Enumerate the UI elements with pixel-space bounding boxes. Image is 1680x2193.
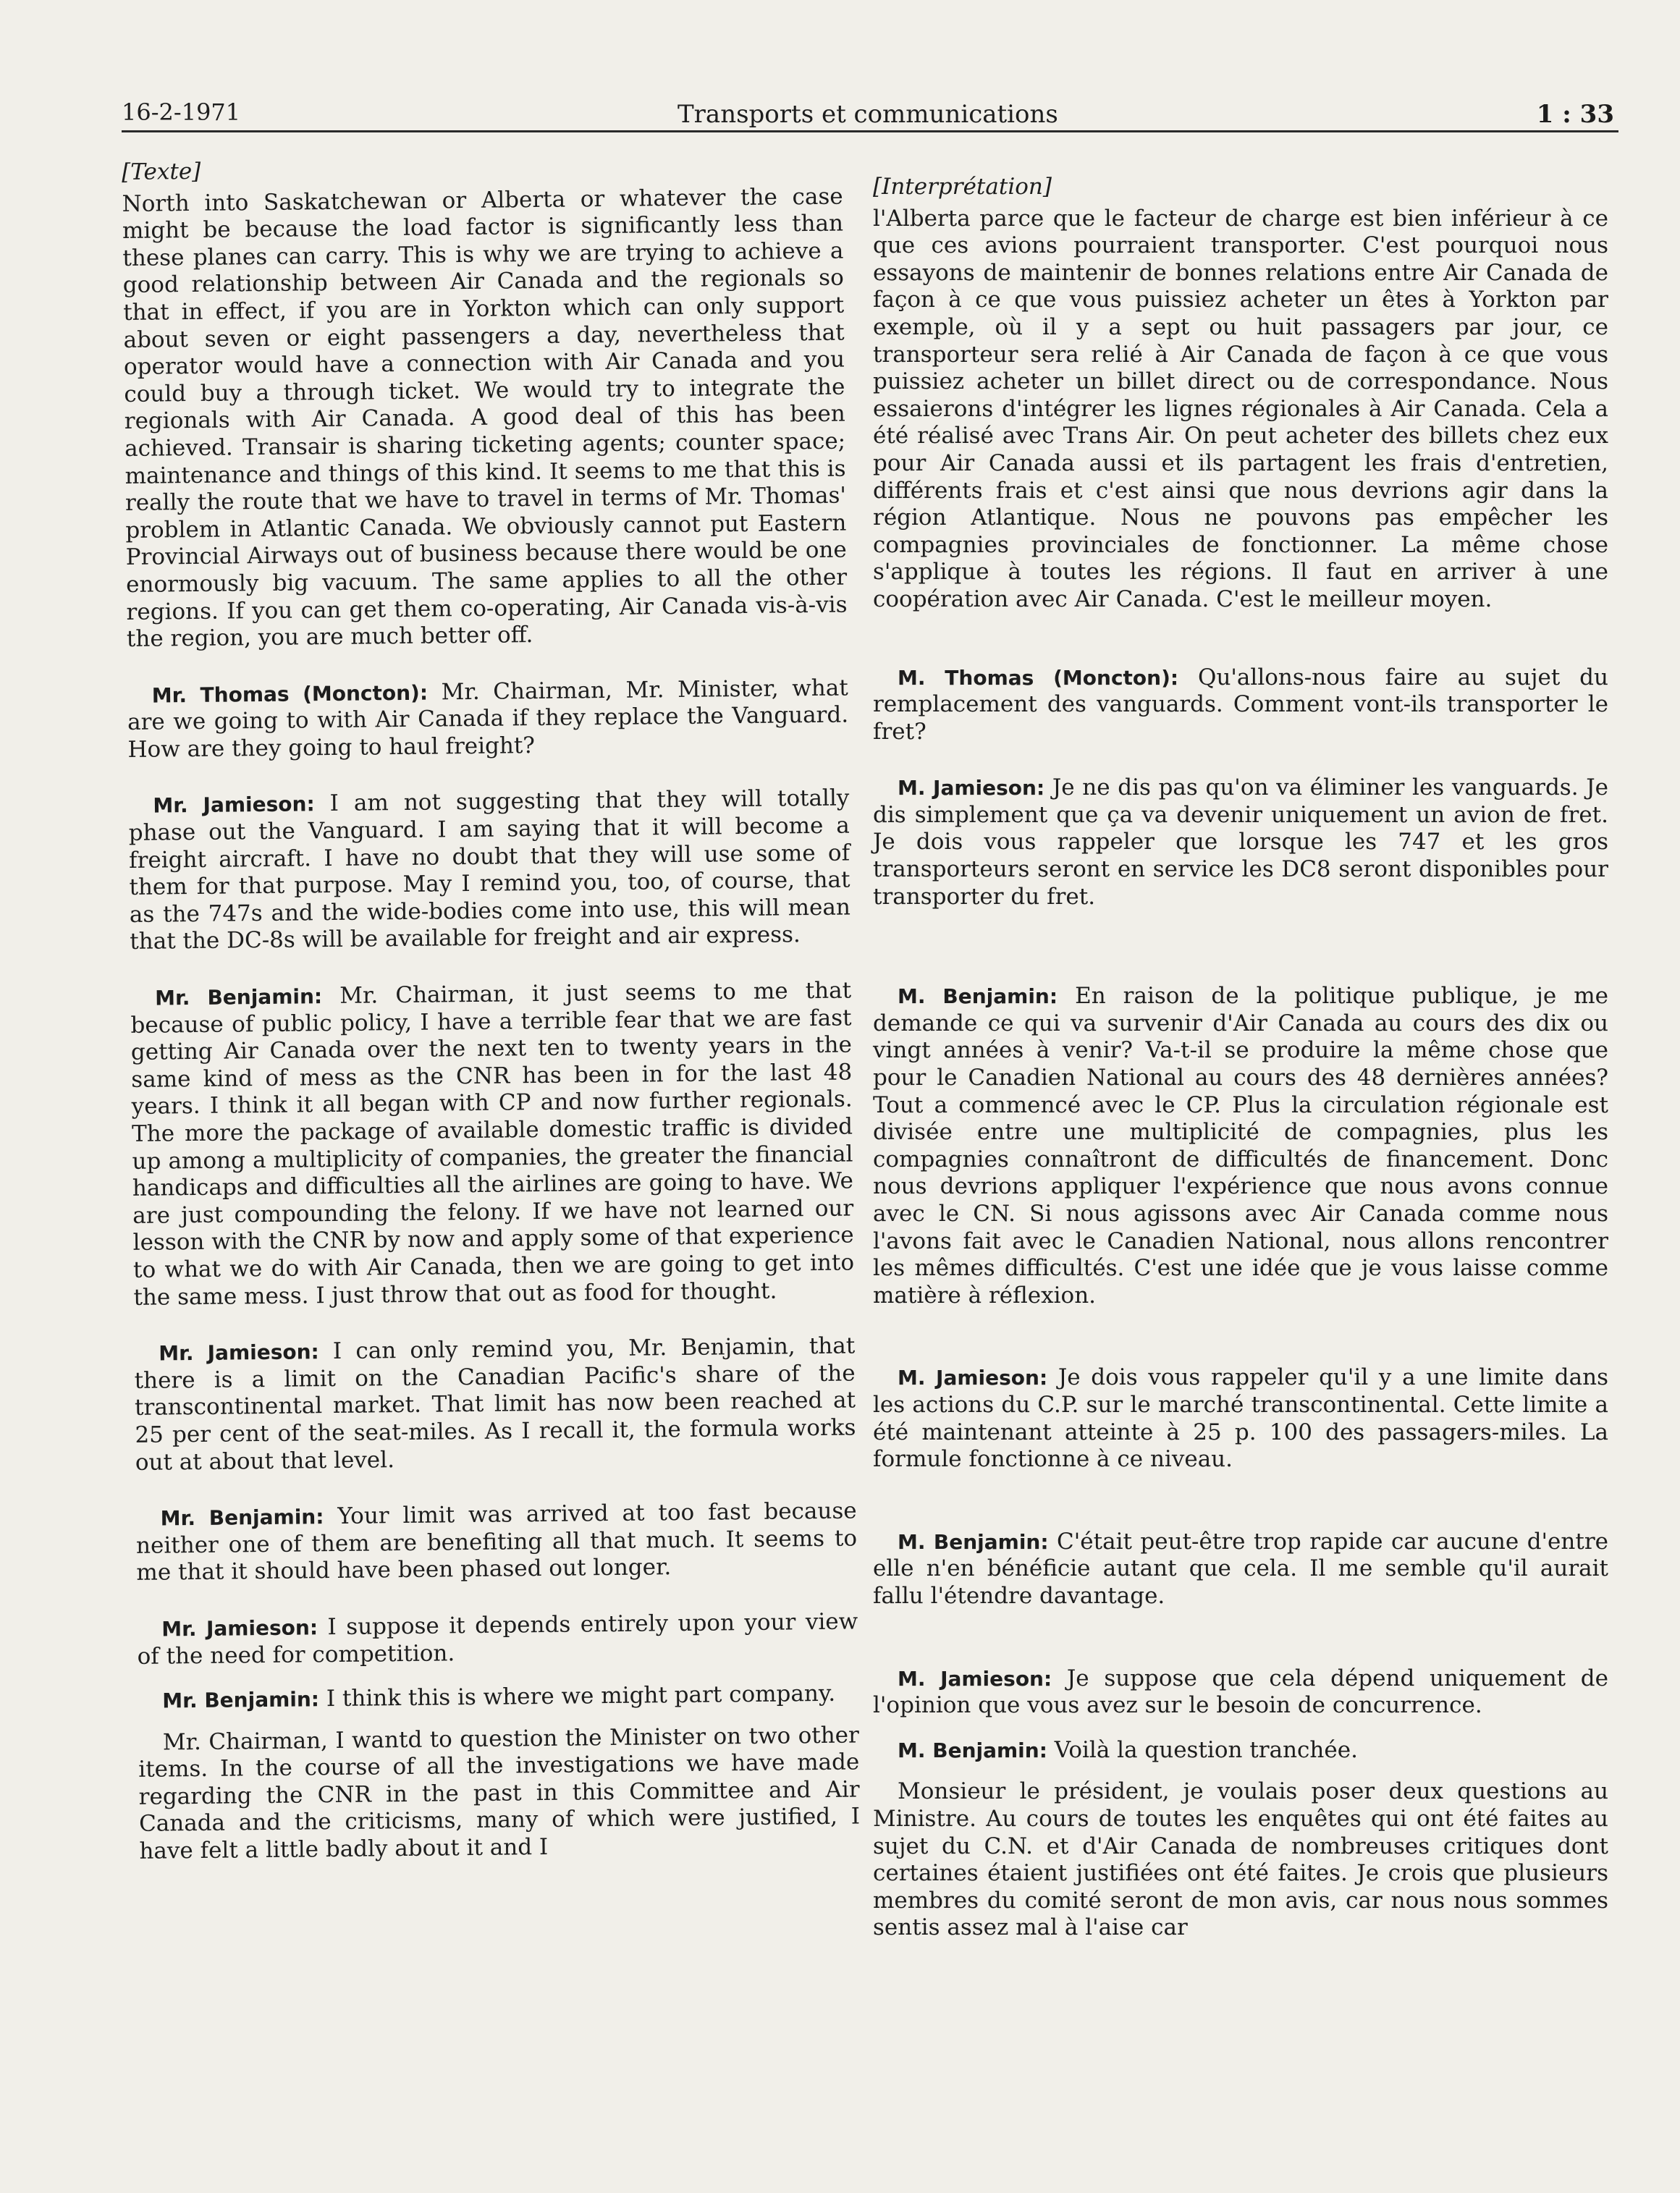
french-column: [873, 174, 1608, 1942]
english-column: [122, 152, 861, 1866]
page-header: [122, 78, 1618, 132]
paragraph: Mr. Jamieson: I can only remind you, Mr. Benjamin, that there is a limit on the Canadian Pacific's share of the transcontinental market. That limit has now been reached at 25 per cent of the seat-miles. As I recall it, the formula works out at about that level.: [134, 1332, 856, 1476]
paragraph: M. Benjamin: En raison de la politique publique, je me demande ce qui va survenir d'Air Canada au cours des dix ou vingt années à venir? Va-t-il se produire la même chose que pour le Canadien National au cours des 48 dernières années? Tout a commencé avec le CP. Plus la circulation régionale est divisée entre une multiplicité de compagnies, plus les compagnies connaîtront de difficultés de financement. Donc nous devrions appliquer l'expérience que nous avons connue avec le CN. Si nous agissons avec Air Canada comme nous l'avons fait avec le Canadien National, nous allons rencontrer les mêmes difficultés. C'est une idée que je vous laisse comme matière à réflexion.: [873, 983, 1609, 1309]
paragraph: M. Benjamin: C'était peut-être trop rapide car aucune d'entre elle n'en bénéficie autant que cela. Il me semble qu'il aurait fallu l'étendre davantage.: [873, 1528, 1608, 1609]
paragraph: M. Jamieson: Je dois vous rappeler qu'il y a une limite dans les actions du C.P. sur le marché transcontinental. Cette limite a été maintenant atteinte à 25 p. 100 des passagers-miles. La formule fonctionne à ce niveau.: [873, 1364, 1608, 1473]
paragraph: Mr. Jamieson: I suppose it depends entirely upon your view of the need for competition.: [137, 1608, 858, 1670]
speaker-name: Mr. Jamieson:: [161, 1615, 318, 1641]
speaker-name: Mr. Benjamin:: [154, 984, 323, 1010]
paragraph: M. Jamieson: Je suppose que cela dépend uniquement de l'opinion que vous avez sur le besoin de concurrence.: [873, 1665, 1609, 1719]
column-label: [Interprétation]: [873, 174, 1052, 200]
paragraph: M. Thomas (Moncton): Qu'allons-nous faire au sujet du remplacement des vanguards. Comment vont-ils transporter le fret?: [873, 664, 1608, 745]
speaker-name: M. Benjamin:: [898, 984, 1058, 1009]
speaker-name: M. Benjamin:: [898, 1529, 1049, 1554]
speaker-name: Mr. Benjamin:: [160, 1505, 324, 1531]
header-page-number: 1 : 33: [1536, 100, 1614, 129]
speaker-name: Mr. Jamieson:: [153, 792, 315, 819]
paragraph: North into Saskatchewan or Alberta or whatever the case might be because the load factor is significantly less than these planes can carry. This is why we are trying to achieve a good relationship between Air Canada and the regionals so that in effect, if you are in Yorkton which can only support about seven or eight passengers a day, nevertheless that operator would have a connection with Air Canada and you could buy a through ticket. We would try to integrate the regionals with Air Canada. A good deal of this has been achieved. Transair is sharing ticketing agents; counter space; maintenance and things of this kind. It seems to me that this is really the route that we have to travel in terms of Mr. Thomas' problem in Atlantic Canada. We obviously cannot put Eastern Provincial Airways out of business because there would be one enormously big vacuum. The same applies to all the other regions. If you can get them co-operating, Air Canada vis-à-vis the region, you are much better off.: [122, 183, 848, 653]
paragraph: Mr. Benjamin: Mr. Chairman, it just seems to me that because of public policy, I have a terrible fear that we are fast getting Air Canada over the next ten to twenty years in the same kind of mess as the CNR has been in for the last 48 years. I think it all began with CP and now further regionals. The more the package of available domestic traffic is divided up among a multiplicity of companies, the greater the financial handicaps and difficulties all the airlines are going to have. We are just compounding the felony. If we have not learned our lesson with the CNR by now and apply some of that experience to what we do with Air Canada, then we are going to get into the same mess. I just throw that out as food for thought.: [130, 977, 855, 1311]
speaker-name: Mr. Benjamin:: [162, 1687, 320, 1713]
paragraph: Mr. Jamieson: I am not suggesting that they will totally phase out the Vanguard. I am saying that it will become a freight aircraft. I have no doubt that they will use some of them for that purpose. May I remind you, too, of course, that as the 747s and the wide-bodies come into use, this will mean that the DC-8s will be available for freight and air express.: [128, 785, 851, 955]
speaker-name: M. Benjamin:: [898, 1738, 1047, 1762]
paragraph: Monsieur le président, je voulais poser deux questions au Ministre. Au cours de toutes les enquêtes qui ont été faites au sujet du C.N. et d'Air Canada de nombreuses critiques dont certaines étaient justifiées ont été faites. Je crois que plusieurs membres du comité seront de mon avis, car nous nous sommes sentis assez mal à l'aise car: [873, 1778, 1608, 1941]
paragraph: M. Jamieson: Je ne dis pas qu'on va éliminer les vanguards. Je dis simplement que ça va devenir uniquement un avion de fret. Je dois vous rappeler que lorsque les 747 et les gros transporteurs seront en service les DC8 seront disponibles pour transporter du fret.: [873, 774, 1608, 910]
paragraph: Mr. Benjamin: I think this is where we might part company.: [162, 1680, 836, 1713]
speaker-name: Mr. Thomas (Moncton):: [151, 680, 429, 708]
speaker-name: M. Jamieson:: [898, 776, 1045, 800]
column-label: [Texte]: [122, 158, 201, 185]
header-date: 16-2-1971: [122, 98, 241, 126]
speaker-name: M. Thomas (Moncton):: [898, 665, 1179, 690]
speaker-name: Mr. Jamieson:: [159, 1340, 319, 1366]
paragraph: Mr. Thomas (Moncton): Mr. Chairman, Mr. Minister, what are we going to with Air Canada if they replace the Vanguard. How are they going to haul freight?: [127, 675, 849, 763]
paragraph: l'Alberta parce que le facteur de charge est bien inférieur à ce que ces avions pourraient transporter. C'est pourquoi nous essayons de maintenir de bonnes relations entre Air Canada de façon à ce que vous puissiez acheter un êtes à Yorkton par exemple, où il y a sept ou huit passagers par jour, ce transporteur sera relié à Air Canada de façon à ce que vous puissiez acheter un billet direct ou de correspondance. Nous essaierons d'intégrer les lignes régionales à Air Canada. Cela a été réalisé avec Trans Air. On peut acheter des billets chez eux pour Air Canada aussi et ils partagent les frais d'entretien, différents frais et c'est ainsi que nous devrions agir dans la région Atlantique. Nous ne pouvons pas empêcher les compagnies provinciales de fonctionner. La même chose s'applique à toutes les régions. Il faut en arriver à une coopération avec Air Canada. C'est le meilleur moyen.: [873, 205, 1608, 612]
header-title: Transports et communications: [678, 100, 1058, 129]
paragraph: Mr. Chairman, I wantd to question the Minister on two other items. In the course of all the investigations we have made regarding the CNR in the past in this Committee and Air Canada and the criticisms, many of which were justified, I have felt a little badly about it and I: [138, 1722, 861, 1864]
paragraph: Mr. Benjamin: Your limit was arrived at too fast because neither one of them are benefiting all that much. It seems to me that it should have been phased out longer.: [135, 1497, 858, 1586]
paragraph: M. Benjamin: Voilà la question tranchée.: [898, 1736, 1358, 1763]
speaker-name: M. Jamieson:: [898, 1666, 1052, 1691]
speaker-name: M. Jamieson:: [898, 1366, 1048, 1390]
